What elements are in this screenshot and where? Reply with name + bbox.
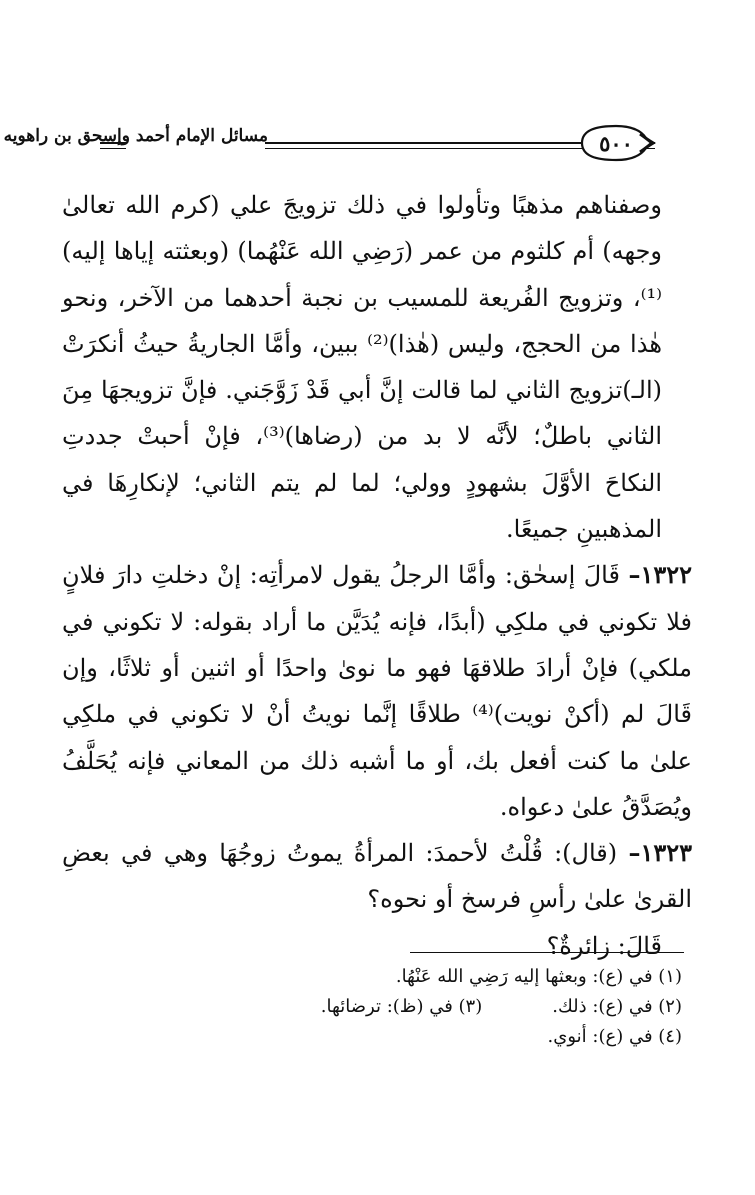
footnote-row bbox=[62, 992, 690, 1022]
footnote-2: (٢) في (ع): ذلك. bbox=[552, 996, 682, 1017]
footnote-separator bbox=[410, 952, 684, 953]
entry-text: قَالَ إسحٰق: وأمَّا الرجلُ يقول لامرأتِه: إنْ دخلتِ دارَ فلانٍ فلا تكوني في ملكِي (أبدًا، فإنه يُدَيَّن ما أراد بقوله: لا تكوني في ملكي) فإنْ أرادَ طلاقهَا فهو ما نوىٰ واحدًا أو اثنين أو ثلاثًا، وإن قَالَ لم (أكنْ نويت)⁽⁴⁾ طلاقًا إنَّما نويتُ أنْ لا تكوني في ملكِي علىٰ ما كنت أفعل بك، أو ما أشبه ذلك من المعاني فإنه يُحَلَّفُ ويُصَدَّقُ علىٰ دعواه. bbox=[62, 561, 692, 821]
main-text bbox=[62, 182, 692, 969]
paragraph: وصفناهم مذهبًا وتأولوا في ذلك تزويجَ علي (كرم الله تعالىٰ وجهه) أم كلثوم من عمر (رَضِي الله عَنْهُما) (وبعثته إياها إليه)⁽¹⁾، وتزويج الفُريعة للمسيب بن نجبة أحدهما من الآخر، ونحو هٰذا من الحجج، وليس (هٰذا)⁽²⁾ ببين، وأمَّا الجاريةُ حيثُ أنكرَتْ (الـ)تزويج الثاني لما قالت إنَّ أبي قَدْ زَوَّجَني. فإنَّ تزويجهَا مِنَ الثاني باطلٌ؛ لأنَّه لا بد من (رضاها)⁽³⁾، فإنْ أحبتْ جددتِ النكاحَ الأوَّلَ بشهودٍ وولي؛ لما لم يتم الثاني؛ لإنكارِهَا في المذهبينِ جميعًا. bbox=[62, 191, 662, 544]
footnotes bbox=[62, 962, 690, 1052]
numbered-entry-1323 bbox=[62, 830, 692, 923]
page-number-cartouche bbox=[576, 118, 656, 168]
answer-line: قَالَ: زائرةٌ؟ bbox=[546, 931, 662, 960]
entry-number: ١٣٢٣– bbox=[628, 838, 692, 868]
page-number: ٥٠٠ bbox=[599, 130, 633, 156]
running-title: مسائل الإمام أحمد وإسحق بن راهويه bbox=[3, 126, 268, 146]
running-header bbox=[3, 118, 670, 174]
footnote-4: (٤) في (ع): أنوي. bbox=[547, 1026, 682, 1047]
header-rule bbox=[100, 148, 126, 149]
footnote-3: (٣) في (ظ): ترضائها. bbox=[320, 996, 483, 1017]
numbered-entry-1322 bbox=[62, 552, 692, 830]
entry-number: ١٣٢٢– bbox=[628, 560, 692, 590]
footnote-1: (١) في (ع): وبعثها إليه رَضِي الله عَنْهُا. bbox=[395, 966, 682, 987]
entry-text: (قال): قُلْتُ لأحمدَ: المرأةُ يموتُ زوجُهَا وهي في بعضِ القرىٰ علىٰ رأسِ فرسخ أو نحوه؟ bbox=[62, 839, 692, 914]
